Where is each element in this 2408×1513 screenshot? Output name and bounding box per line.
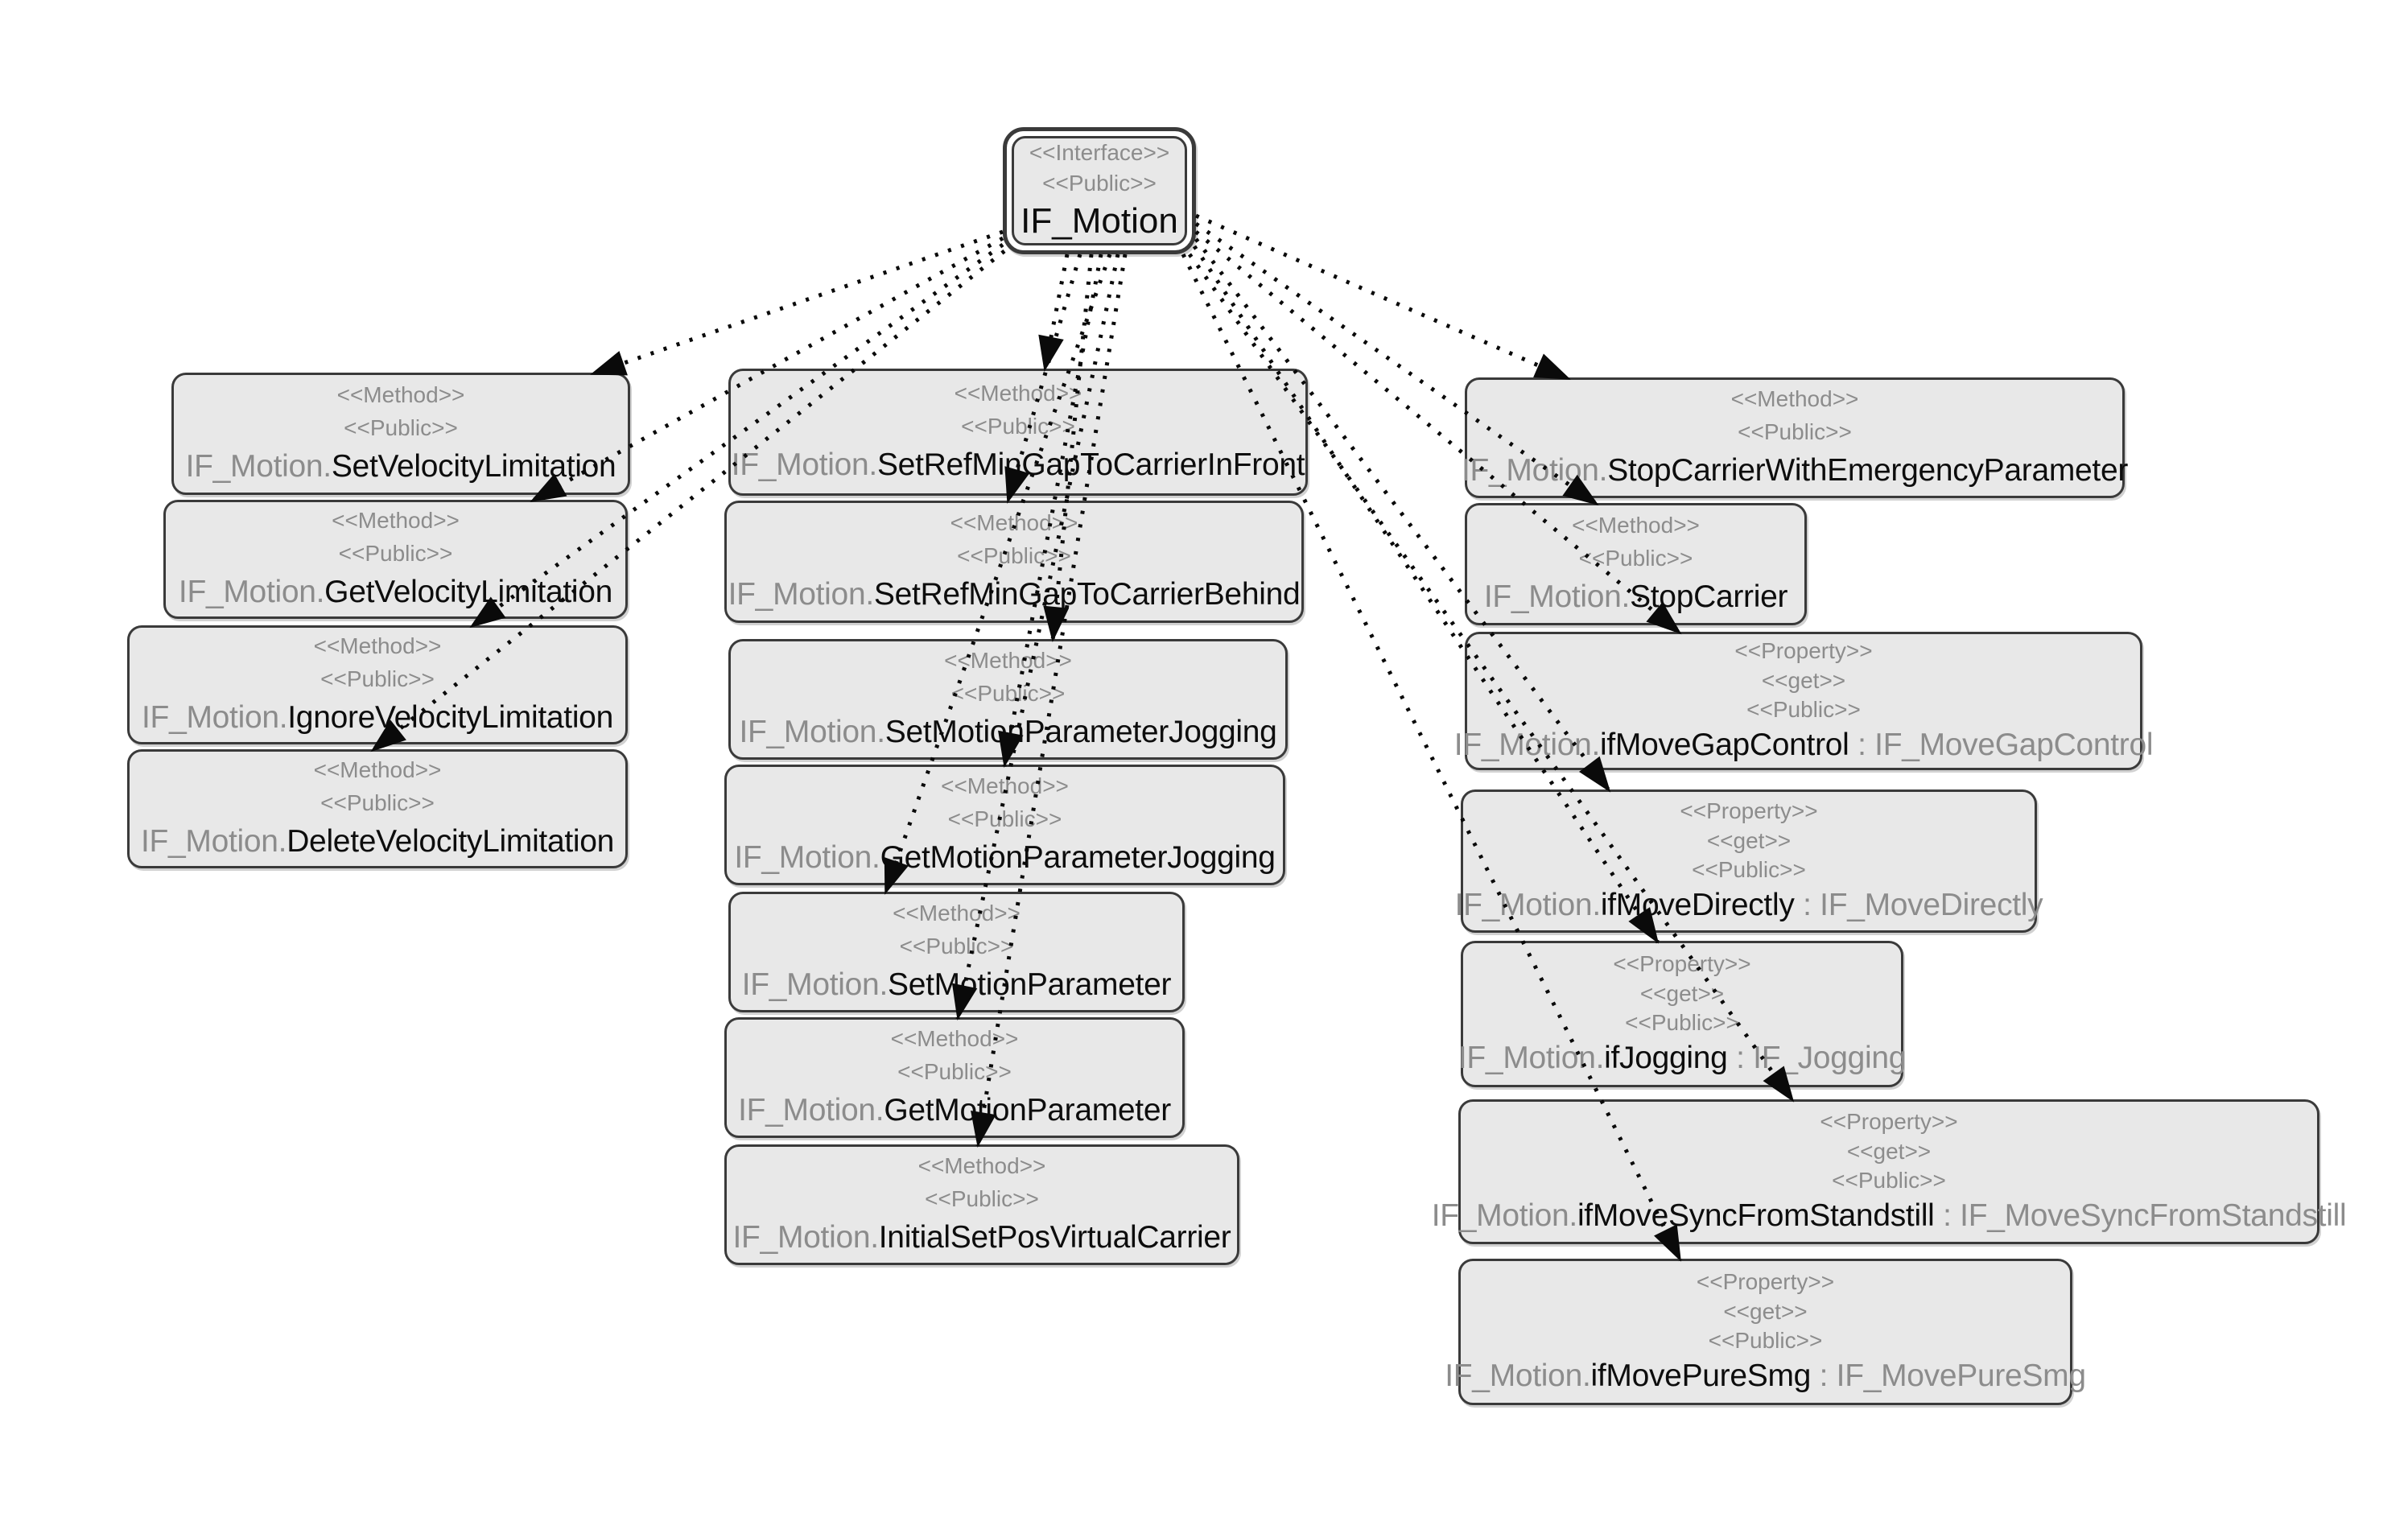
stereotype-label: <<Method>>: [890, 1025, 1019, 1051]
method-node-setmotionparameterjogging[interactable]: [728, 639, 1288, 760]
member-name: IF_Motion.IgnoreVelocityLimitation: [142, 700, 613, 736]
dependency-edge: [592, 232, 1003, 374]
stereotype-label: <<Public>>: [1578, 545, 1693, 571]
stereotype-label: <<Public>>: [961, 413, 1075, 439]
method-node-stopcarrierwithemergencyparameter[interactable]: [1461, 377, 2129, 498]
stereotype-label: <<Public>>: [1738, 418, 1852, 444]
property-node-ifmovedirectly[interactable]: [1454, 789, 2043, 933]
member-name: IF_Motion.SetMotionParameter: [741, 967, 1172, 1003]
stereotype-label: <<Method>>: [941, 773, 1069, 798]
stereotype-label: <<get>>: [1723, 1298, 1808, 1324]
stereotype-label: <<Public>>: [957, 542, 1071, 568]
member-name: IF_Motion.GetMotionParameterJogging: [734, 840, 1276, 876]
stereotype-label: <<Public>>: [1708, 1328, 1823, 1354]
stereotype-label: <<Method>>: [313, 633, 442, 658]
method-node-getmotionparameter[interactable]: [724, 1017, 1185, 1138]
stereotype-label: <<Public>>: [1832, 1168, 1946, 1193]
stereotype-label: <<Public>>: [1625, 1010, 1739, 1036]
method-node-deletevelocitylimitation[interactable]: [127, 749, 628, 868]
stereotype-label: <<Public>>: [925, 1185, 1039, 1211]
member-name: IF_Motion.SetVelocityLimitation: [185, 449, 616, 484]
member-name: IF_Motion.DeleteVelocityLimitation: [140, 824, 615, 860]
stereotype-label: <<Public>>: [947, 806, 1062, 831]
property-node-ifmovepuresmg[interactable]: [1445, 1259, 2086, 1405]
method-node-getmotionparameterjogging[interactable]: [724, 765, 1285, 885]
stereotype-label: <<Public>>: [1042, 171, 1157, 196]
stereotype-label: <<Public>>: [1692, 857, 1806, 883]
stereotype-label: <<Method>>: [893, 900, 1021, 926]
stereotype-label: <<Public>>: [344, 414, 458, 440]
method-node-setvelocitylimitation[interactable]: [171, 373, 630, 495]
stereotype-label: <<Property>>: [1696, 1269, 1835, 1295]
property-node-ifjogging[interactable]: [1458, 941, 1907, 1087]
stereotype-label: <<Method>>: [944, 647, 1072, 673]
stereotype-label: <<Method>>: [336, 381, 465, 407]
stereotype-label: <<get>>: [1639, 980, 1725, 1006]
stereotype-label: <<Method>>: [313, 756, 442, 782]
dependency-edge: [1045, 254, 1067, 370]
stereotype-label: <<Public>>: [950, 680, 1066, 706]
stereotype-label: <<get>>: [1846, 1138, 1932, 1164]
stereotype-label: <<Method>>: [332, 507, 460, 533]
stereotype-label: <<Public>>: [320, 666, 435, 691]
stereotype-label: <<Method>>: [950, 509, 1078, 535]
stereotype-label: <<Public>>: [338, 540, 453, 566]
member-name: IF_Motion.GetVelocityLimitation: [178, 575, 613, 610]
stereotype-label: <<Public>>: [1746, 697, 1861, 723]
interface-node-inner-border: [1012, 136, 1187, 245]
stereotype-label: <<Property>>: [1734, 638, 1873, 664]
member-name: IF_Motion.ifMoveSyncFromStandstill : IF_MoveSyncFromStandstill: [1431, 1198, 2347, 1233]
stereotype-label: <<Property>>: [1820, 1109, 1958, 1135]
stereotype-label: <<get>>: [1706, 827, 1792, 853]
stereotype-label: <<Public>>: [899, 933, 1014, 959]
member-name: IF_Motion.SetRefMinGapToCarrierInFront: [731, 447, 1305, 483]
stereotype-label: <<Public>>: [320, 789, 435, 815]
stereotype-label: <<Method>>: [1730, 385, 1859, 411]
method-node-ignorevelocitylimitation[interactable]: [127, 625, 628, 744]
dependency-edge: [1196, 216, 1569, 379]
method-node-setrefmingaptocarrierinfront[interactable]: [728, 369, 1308, 496]
method-node-stopcarrier[interactable]: [1465, 503, 1807, 625]
stereotype-label: <<Method>>: [954, 380, 1082, 406]
method-node-setmotionparameter[interactable]: [728, 892, 1185, 1012]
method-node-setrefmingaptocarrierbehind[interactable]: [724, 501, 1304, 623]
stereotype-label: <<Method>>: [1572, 512, 1700, 538]
member-name: IF_Motion.ifMoveDirectly : IF_MoveDirectly: [1454, 887, 2043, 922]
stereotype-label: <<Public>>: [897, 1058, 1012, 1084]
property-node-ifmovesyncfromstandstill[interactable]: [1431, 1099, 2347, 1244]
stereotype-label: <<Interface>>: [1029, 139, 1170, 165]
interface-node-if-motion[interactable]: [1003, 127, 1196, 254]
member-name: IF_Motion.SetMotionParameterJogging: [739, 715, 1277, 750]
stereotype-label: <<Property>>: [1613, 951, 1751, 977]
member-name: IF_Motion.GetMotionParameter: [738, 1093, 1171, 1128]
member-name: IF_Motion.ifJogging : IF_Jogging: [1458, 1040, 1907, 1075]
stereotype-label: <<Property>>: [1680, 798, 1818, 824]
member-name: IF_Motion.StopCarrierWithEmergencyParameter: [1461, 453, 2129, 489]
stereotype-label: <<get>>: [1761, 667, 1846, 693]
stereotype-label: <<Method>>: [917, 1152, 1046, 1178]
property-node-ifmovegapcontrol[interactable]: [1453, 632, 2154, 770]
method-node-getvelocitylimitation[interactable]: [163, 500, 628, 619]
method-node-initialsetposvirtualcarrier[interactable]: [724, 1144, 1239, 1265]
member-name: IF_Motion.ifMoveGapControl : IF_MoveGapControl: [1453, 727, 2154, 762]
member-name: IF_Motion.InitialSetPosVirtualCarrier: [732, 1220, 1231, 1255]
interface-name: IF_Motion: [1021, 201, 1178, 241]
member-name: IF_Motion.StopCarrier: [1483, 579, 1788, 615]
member-name: IF_Motion.ifMovePureSmg : IF_MovePureSmg: [1445, 1358, 2086, 1393]
member-name: IF_Motion.SetRefMinGapToCarrierBehind: [728, 577, 1301, 612]
